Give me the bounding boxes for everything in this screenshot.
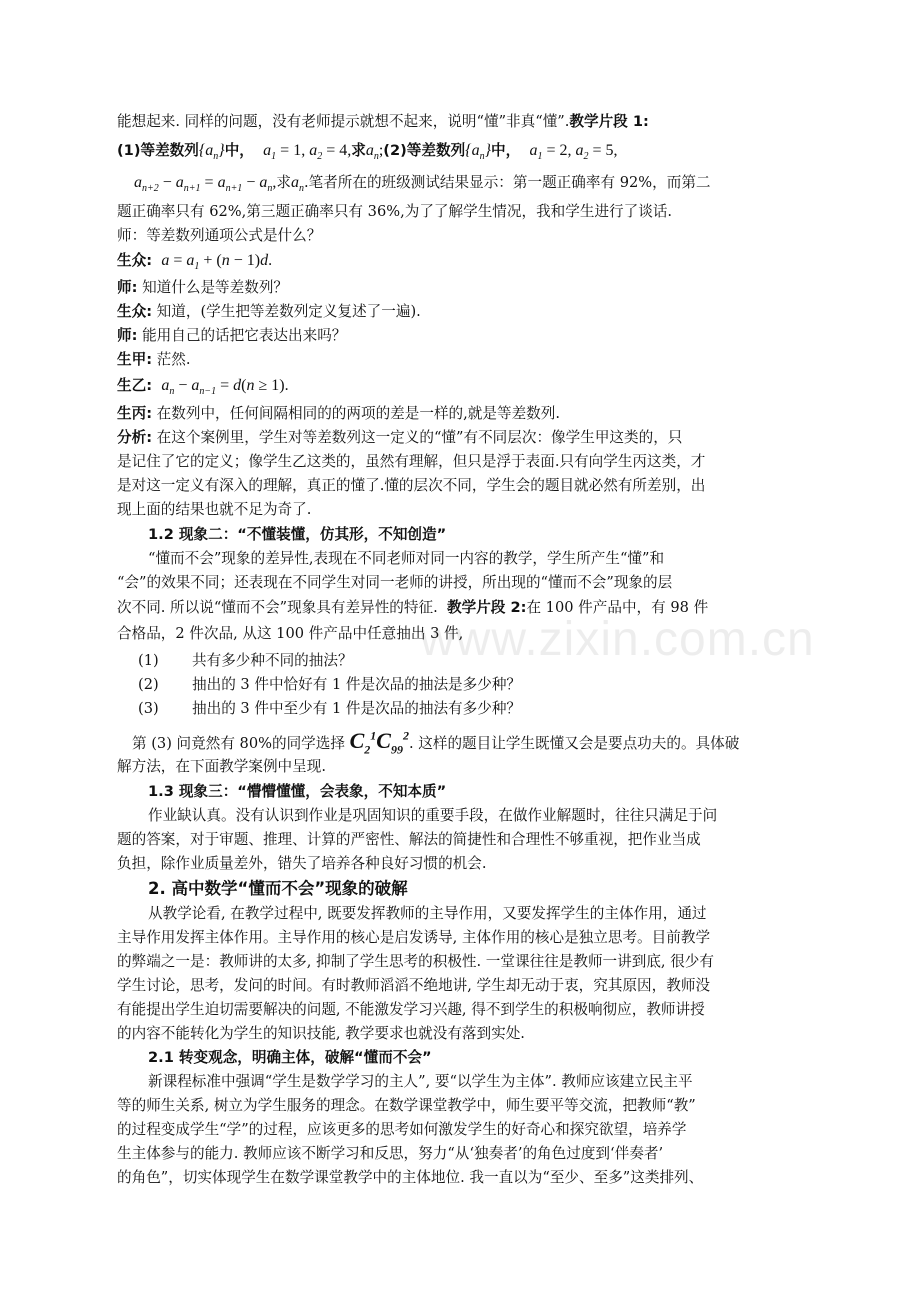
segment-label: 教学片段 1: xyxy=(569,113,649,130)
text-line: “会”的效果不同；还表现在不同学生对同一老师的讲授，所出现的“懂而不会”现象的层 xyxy=(117,574,673,591)
text-line: 作业缺认真。没有认识到作业是巩固知识的重要手段，在做作业解题时，往往只满足于问 xyxy=(148,807,718,824)
text-line: 师: 知道什么是等差数列？ xyxy=(117,279,289,296)
text-line: 从教学论看, 在教学过程中, 既要发挥教师的主导作用，又要发挥学生的主体作用，通过 xyxy=(148,905,707,922)
text-line: $a_{n+2} - a_{n+1} = a_{n+1} - a_n$,求$a_n$.笔者所在的班级测试结果显示：第一题正确率有 92%，而第二 xyxy=(134,174,711,195)
text-line: “懂而不会”现象的差异性,表现在不同老师对同一内容的教学，学生所产生“懂”和 xyxy=(148,550,665,567)
section-heading: 1.3 现象三：“懵懵懂懂，会表象，不知本质” xyxy=(148,783,447,800)
text-line: 生丙: 在数列中，任何间隔相同的的两项的差是一样的,就是等差数列. xyxy=(117,405,560,422)
text-line: 是对这一定义有深入的理解，真正的懂了.懂的层次不同，学生会的题目就必然有所差别，出 xyxy=(117,477,706,494)
text-line: 的过程变成学生“学”的过程，应该更多的思考如何激发学生的好奇心和探究欲望，培养学 xyxy=(117,1121,687,1138)
section-heading: 2. 高中数学“懂而不会”现象的破解 xyxy=(148,879,408,898)
text-line: 师: 能用自己的话把它表达出来吗？ xyxy=(117,327,347,344)
text-line: 生众: 知道，(学生把等差数列定义复述了一遍). xyxy=(117,303,421,320)
text-line: 解方法，在下面教学案例中呈现. xyxy=(117,758,326,775)
text-line: 分析: 在这个案例里，学生对等差数列这一定义的“懂”有不同层次：像学生甲这类的，只 xyxy=(117,429,683,446)
text-line: 题的答案，对于审题、推理、计算的严密性、解法的简捷性和合理性不够重视，把作业当成 xyxy=(117,831,701,848)
list-item: (1) 共有多少种不同的抽法？ xyxy=(138,652,353,669)
text-line: 题正确率只有 62%,第三题正确率只有 36%,为了了解学生情况，我和学生进行了谈话. xyxy=(117,203,673,220)
segment-label: 教学片段 2: xyxy=(447,599,527,616)
text-line: (1)等差数列$\{a_n\}$中， $a_1 = 1$, $a_2 = 4$,求$a_n;(2)$等差数列$\{a_n\}$中， $a_1 = 2$, $a_2 = 5$, xyxy=(117,142,618,163)
text-line: 的角色”，切实体现学生在数学课堂教学中的主体地位. 我一直以为“至少、至多”这类排列、 xyxy=(117,1169,704,1186)
text-line: 生乙: $a_n - a_{n-1} = d(n \ge 1)$. xyxy=(117,377,289,398)
watermark: www.zixin.com.cn xyxy=(420,613,815,666)
text-line: 生甲: 茫然. xyxy=(117,351,191,368)
text-line: 生主体参与的能力. 教师应该不断学习和反思，努力“从‘独奏者’的角色过度到‘伴奏者’ xyxy=(117,1145,664,1162)
text-line: 第 (3) 问竟然有 80%的同学选择 $C_2^1C_{99}^2$. 这样的题目让学生既懂又会是要点功夫的。具体破 xyxy=(132,728,740,757)
list-item: (3) 抽出的 3 件中至少有 1 件是次品的抽法有多少种？ xyxy=(138,700,522,717)
text-line: 合格品，2 件次品, 从这 100 件产品中任意抽出 3 件, xyxy=(117,625,464,642)
text-line: 的弊端之一是：教师讲的太多, 抑制了学生思考的积极性. 一堂课往往是教师一讲到底, 很少有 xyxy=(117,953,714,970)
text-line: 新课程标准中强调“学生是数学学习的主人”, 要“以学生为主体”. 教师应该建立民主平 xyxy=(148,1073,693,1090)
text-line: 等的师生关系, 树立为学生服务的理念。在数学课堂教学中，师生要平等交流，把教师“教” xyxy=(117,1097,696,1114)
text-line: 主导作用发挥主体作用。主导作用的核心是启发诱导, 主体作用的核心是独立思考。目前教学 xyxy=(117,929,711,946)
text-line: 师：等差数列通项公式是什么？ xyxy=(117,227,322,244)
text-line: 能想起来. 同样的问题，没有老师提示就想不起来，说明“懂”非真“懂”.教学片段 1: xyxy=(117,113,649,130)
text-line: 负担，除作业质量差外，错失了培养各种良好习惯的机会. xyxy=(117,855,487,872)
section-heading: 1.2 现象二：“不懂装懂，仿其形，不知创造” xyxy=(148,526,447,543)
text-line: 是记住了它的定义；像学生乙这类的，虽然有理解，但只是浮于表面.只有向学生丙这类，才 xyxy=(117,453,706,470)
text-line: 现上面的结果也就不足为奇了. xyxy=(117,501,312,518)
text-line: 生众: $a = a_1 + (n - 1)d$. xyxy=(117,252,273,273)
text-line: 学生讨论，思考，发问的时间。有时教师滔滔不绝地讲, 学生却无动于衷，究其原因，教师没 xyxy=(117,977,711,994)
section-heading: 2.1 转变观念，明确主体，破解“懂而不会” xyxy=(148,1049,432,1066)
list-item: (2) 抽出的 3 件中恰好有 1 件是次品的抽法是多少种？ xyxy=(138,676,522,693)
text-line: 有能提出学生迫切需要解决的问题, 不能激发学习兴趣, 得不到学生的积极响彻应，教师讲授 xyxy=(117,1001,705,1018)
text-line: 的内容不能转化为学生的知识技能, 教学要求也就没有落到实处. xyxy=(117,1025,525,1042)
text-line: 次不同. 所以说“懂而不会”现象具有差异性的特征. 教学片段 2:在 100 件产品中，有 98 件 xyxy=(117,599,709,616)
